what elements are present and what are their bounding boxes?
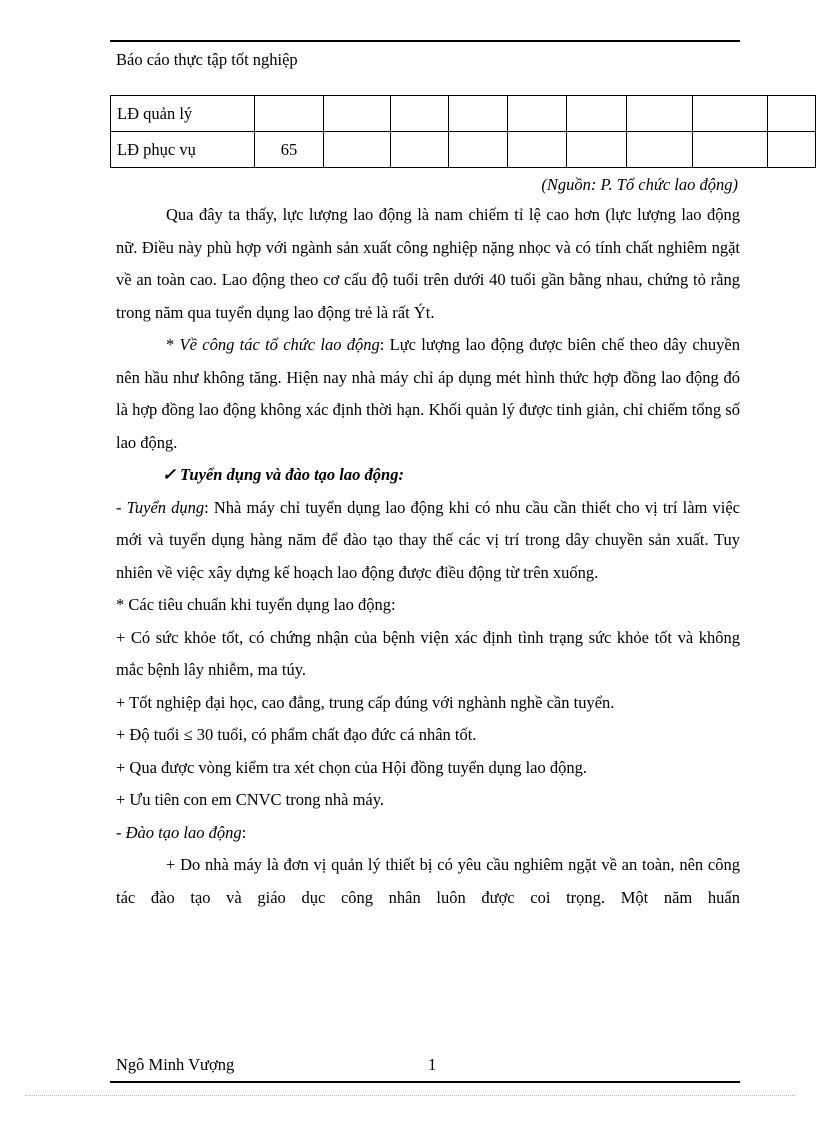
table-cell <box>390 132 448 168</box>
table-cell <box>566 96 626 132</box>
section-label: Tuyển dụng <box>126 497 205 517</box>
bullet-dash: - <box>116 497 127 517</box>
page-edge-divider <box>25 1095 795 1096</box>
criteria-title: * Các tiêu chuẩn khi tuyển dụng lao động: <box>116 595 396 614</box>
list-item: + Qua được vòng kiểm tra xét chọn của Hội đồng tuyển dụng lao động. <box>116 757 587 777</box>
paragraph <box>116 492 740 590</box>
table-cell <box>767 132 815 168</box>
bullet-star: * <box>166 335 180 354</box>
table-cell <box>626 132 692 168</box>
list-item: + Độ tuổi ≤ 30 tuổi, có phẩm chất đạo đức cá nhân tốt. <box>116 725 477 744</box>
checkmark-icon: ✓ <box>162 465 176 484</box>
table-cell: 65 <box>255 132 323 168</box>
paragraph-text: : Lực lượng lao động được biên chế theo dây chuyền nên hầu như không tăng. Hiện nay nhà máy chỉ áp dụng mét hình thức hợp đồng lao động đó là hợp đồng lao động không xác định thời hạn. Khối quản lý được tinh giản, chỉ chiếm tổng số lao động. <box>116 335 741 452</box>
row-label: LĐ phục vụ <box>111 132 255 168</box>
table-cell <box>390 96 448 132</box>
page-number: 1 <box>428 1055 437 1074</box>
table-row <box>111 132 816 168</box>
footer-author: Ngô Minh Vượng <box>116 1055 235 1074</box>
paragraph-text: : <box>241 822 247 842</box>
table-cell <box>692 132 767 168</box>
table-cell <box>692 96 767 132</box>
body-text <box>116 199 740 914</box>
paragraph <box>116 329 740 459</box>
footer-rule <box>110 1081 740 1083</box>
table-cell <box>323 132 390 168</box>
table-cell <box>566 132 626 168</box>
table-cell <box>507 132 566 168</box>
table-cell <box>448 96 507 132</box>
heading-text: Tuyển dụng và đào tạo lao động: <box>179 465 404 484</box>
paragraph: Qua đây ta thấy, lực lượng lao động là nam chiếm tỉ lệ cao hơn (lực lượng lao động nữ. Điều này phù hợp với ngành sản xuất công nghiệp nặng nhọc và có tính chất nghiêm ngặt về an toàn cao. Lao động theo cơ cấu độ tuổi trên dưới 40 tuổi gần bằng nhau, chứng tỏ rằng trong năm qua tuyển dụng lao động trẻ là rất Ýt. <box>116 205 740 322</box>
table-cell <box>626 96 692 132</box>
labor-table <box>110 95 816 168</box>
table-cell <box>507 96 566 132</box>
section-heading <box>116 459 740 492</box>
paragraph <box>116 817 740 850</box>
table-cell <box>323 96 390 132</box>
table-row <box>111 96 816 132</box>
table-cell <box>448 132 507 168</box>
paragraph-text: : Nhà máy chỉ tuyển dụng lao động khi có nhu cầu cần thiết cho vị trí làm việc mới và tuyển dụng hàng năm để đào tạo thay thế các vị trí trong dây chuyền sản xuất. Tuy nhiên về việc xây dựng kế hoạch lao động được điều động từ trên xuống. <box>116 497 740 582</box>
list-item: + Có sức khỏe tốt, có chứng nhận của bệnh viện xác định tình trạng sức khỏe tốt và không mắc bệnh lây nhiễm, ma túy. <box>116 627 740 679</box>
section-label: Về công tác tổ chức lao động <box>179 335 380 354</box>
row-label: LĐ quản lý <box>111 96 255 132</box>
section-label: Đào tạo lao động <box>125 822 242 842</box>
header-title: Báo cáo thực tập tốt nghiệp <box>116 50 298 69</box>
bullet-dash: - <box>116 822 126 842</box>
header-rule <box>110 40 740 42</box>
list-item: + Ưu tiên con em CNVC trong nhà máy. <box>116 790 385 809</box>
list-item: + Tốt nghiệp đại học, cao đẳng, trung cấp đúng với nghành nghề cần tuyển. <box>116 692 615 712</box>
table-cell <box>767 96 815 132</box>
paragraph: + Do nhà máy là đơn vị quản lý thiết bị có yêu cầu nghiêm ngặt về an toàn, nên công tác đào tạo và giáo dục công nhân luôn được coi trọng. Một năm huấn <box>116 855 740 907</box>
table-cell <box>255 96 323 132</box>
source-note: (Nguồn: P. Tổ chức lao động) <box>541 175 738 194</box>
